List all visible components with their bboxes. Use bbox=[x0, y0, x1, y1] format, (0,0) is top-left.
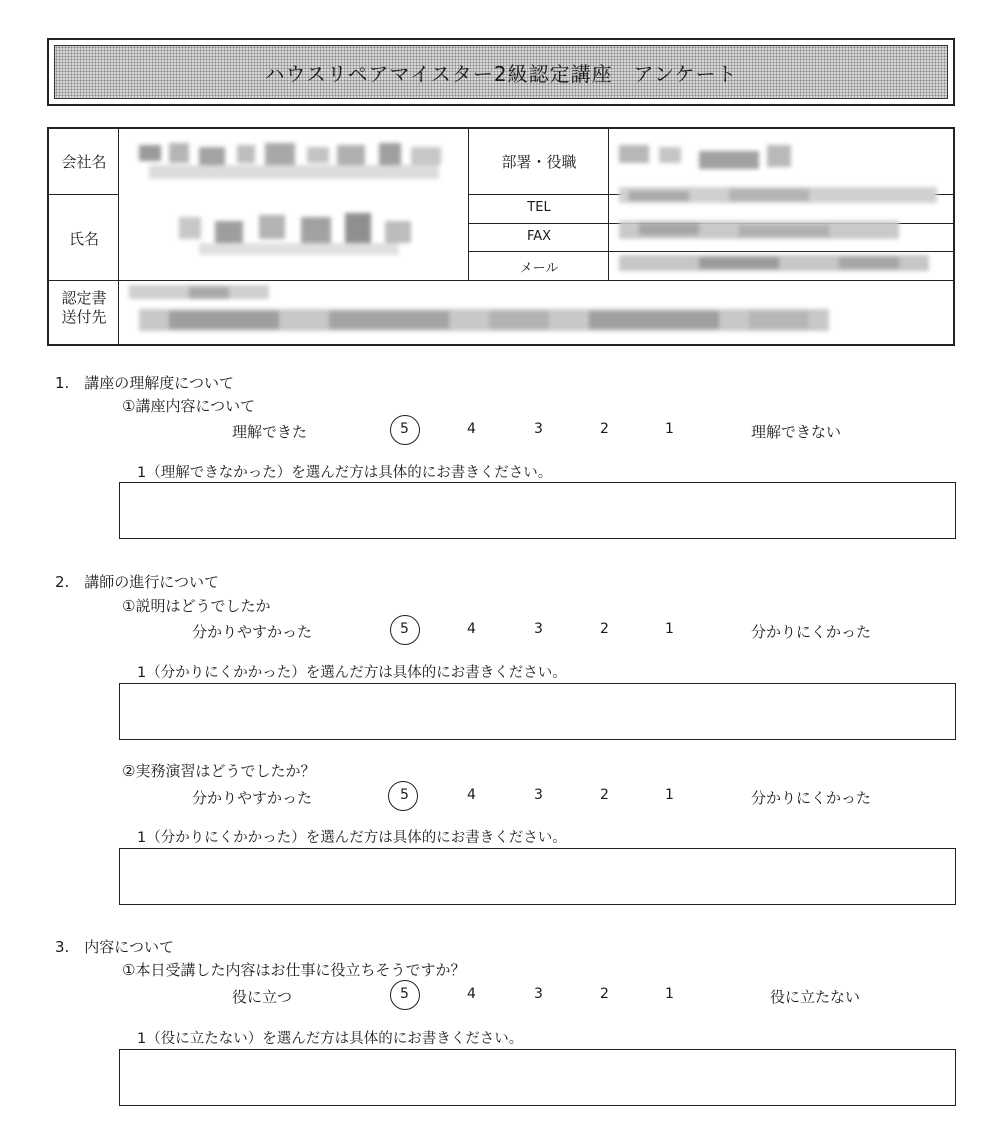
scale-low-label: 分かりやすかった bbox=[192, 623, 313, 641]
scale-option-3[interactable]: 3 bbox=[534, 986, 543, 1002]
company-label: 会社名 bbox=[61, 153, 107, 171]
certificate-label-line1: 認定書 bbox=[61, 289, 107, 307]
q3-sub1-note: 1（役に立たない）を選んだ方は具体的にお書きください。 bbox=[137, 1031, 524, 1047]
certificate-address-redacted bbox=[129, 285, 849, 339]
scale-high-label: 理解できない bbox=[751, 423, 842, 441]
scale-option-3[interactable]: 3 bbox=[534, 787, 543, 803]
scale-high-label: 分かりにくかった bbox=[751, 623, 872, 641]
scale-option-5[interactable]: 5 bbox=[400, 421, 409, 437]
mail-label: メール bbox=[519, 261, 559, 276]
survey-title: ハウスリペアマイスター2級認定講座 アンケート bbox=[54, 45, 948, 99]
q1-sub1-scale bbox=[0, 421, 1000, 445]
scale-option-1[interactable]: 1 bbox=[665, 421, 674, 437]
scale-option-2[interactable]: 2 bbox=[600, 421, 609, 437]
department-redacted bbox=[619, 141, 937, 181]
q1-heading: 1. 講座の理解度について bbox=[55, 374, 235, 392]
fax-label: FAX bbox=[526, 229, 552, 244]
q2-sub1-scale bbox=[0, 621, 1000, 645]
info-table bbox=[47, 127, 955, 346]
scale-option-5[interactable]: 5 bbox=[400, 621, 409, 637]
q2-sub2-note: 1（分かりにくかかった）を選んだ方は具体的にお書きください。 bbox=[137, 830, 567, 846]
scale-option-4[interactable]: 4 bbox=[467, 421, 476, 437]
q1-sub1-title: ①講座内容について bbox=[122, 397, 256, 415]
company-redacted bbox=[139, 143, 459, 183]
scale-option-5[interactable]: 5 bbox=[400, 986, 409, 1002]
tel-label: TEL bbox=[527, 200, 551, 215]
q2-sub1-note: 1（分かりにくかかった）を選んだ方は具体的にお書きください。 bbox=[137, 665, 567, 681]
scale-option-1[interactable]: 1 bbox=[665, 986, 674, 1002]
q1-sub1-answer-box[interactable] bbox=[119, 482, 956, 539]
department-label: 部署・役職 bbox=[501, 153, 577, 171]
scale-option-4[interactable]: 4 bbox=[467, 787, 476, 803]
q2-sub2-answer-box[interactable] bbox=[119, 848, 956, 905]
name-redacted bbox=[179, 211, 429, 259]
scale-low-label: 分かりやすかった bbox=[192, 789, 313, 807]
certificate-address-label bbox=[49, 289, 119, 327]
name-label: 氏名 bbox=[68, 230, 99, 248]
q3-sub1-title: ①本日受講した内容はお仕事に役立ちそうですか？ bbox=[122, 961, 466, 979]
certificate-label-line2: 送付先 bbox=[61, 308, 107, 326]
q1-sub1-note: 1（理解できなかった）を選んだ方は具体的にお書きください。 bbox=[137, 465, 553, 481]
scale-option-3[interactable]: 3 bbox=[534, 421, 543, 437]
scale-option-2[interactable]: 2 bbox=[600, 787, 609, 803]
q2-sub2-title: ②実務演習はどうでしたか？ bbox=[122, 762, 316, 780]
scale-option-1[interactable]: 1 bbox=[665, 787, 674, 803]
q3-sub1-answer-box[interactable] bbox=[119, 1049, 956, 1106]
scale-option-2[interactable]: 2 bbox=[600, 986, 609, 1002]
scale-option-1[interactable]: 1 bbox=[665, 621, 674, 637]
divider bbox=[49, 194, 119, 195]
q2-sub1-answer-box[interactable] bbox=[119, 683, 956, 740]
scale-low-label: 理解できた bbox=[232, 423, 308, 441]
scale-option-4[interactable]: 4 bbox=[467, 986, 476, 1002]
q3-heading: 3. 内容について bbox=[55, 938, 175, 956]
scale-low-label: 役に立つ bbox=[232, 988, 293, 1006]
q2-sub2-scale bbox=[0, 787, 1000, 811]
contact-redacted bbox=[619, 181, 937, 277]
scale-high-label: 役に立たない bbox=[770, 988, 861, 1006]
q3-sub1-scale bbox=[0, 986, 1000, 1010]
scale-option-5[interactable]: 5 bbox=[400, 787, 409, 803]
scale-option-2[interactable]: 2 bbox=[600, 621, 609, 637]
scale-option-4[interactable]: 4 bbox=[467, 621, 476, 637]
q2-sub1-title: ①説明はどうでしたか bbox=[122, 597, 271, 615]
title-banner bbox=[47, 38, 955, 106]
divider bbox=[49, 280, 953, 281]
scale-high-label: 分かりにくかった bbox=[751, 789, 872, 807]
q2-heading: 2. 講師の進行について bbox=[55, 573, 220, 591]
scale-option-3[interactable]: 3 bbox=[534, 621, 543, 637]
